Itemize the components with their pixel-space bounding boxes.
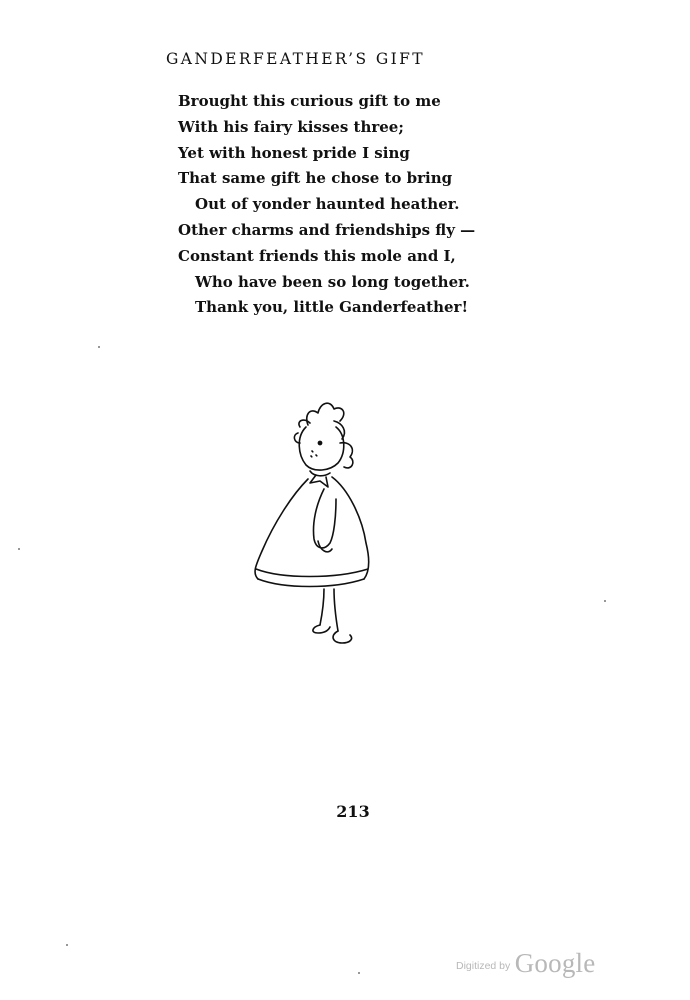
digitized-watermark <box>456 948 595 979</box>
scan-speck <box>66 944 68 946</box>
scan-speck <box>604 600 606 602</box>
poem-line-3: Yet with honest pride I sing <box>178 143 410 162</box>
page-number: 213 <box>336 802 370 821</box>
scan-speck <box>98 346 100 348</box>
poem-stanza <box>178 89 475 321</box>
poem-line-8: Who have been so long together. <box>195 272 470 291</box>
poem-line-4: That same gift he chose to bring <box>178 169 453 188</box>
poem-line-9: Thank you, little Ganderfeather! <box>195 298 469 317</box>
poem-line-7: Constant friends this mole and I, <box>178 246 456 265</box>
watermark-prefix: Digitized by <box>456 960 511 972</box>
scan-speck <box>358 972 360 974</box>
running-head: GANDERFEATHER’S GIFT <box>166 50 426 68</box>
watermark-brand: Google <box>514 948 596 978</box>
poem-line-5: Out of yonder haunted heather. <box>195 195 460 214</box>
scan-speck <box>18 548 20 550</box>
poem-line-1: Brought this curious gift to me <box>178 92 441 110</box>
girl-illustration <box>238 393 388 663</box>
poem-line-6: Other charms and friendships fly — <box>178 220 476 239</box>
poem-line-2: With his fairy kisses three; <box>178 117 404 136</box>
